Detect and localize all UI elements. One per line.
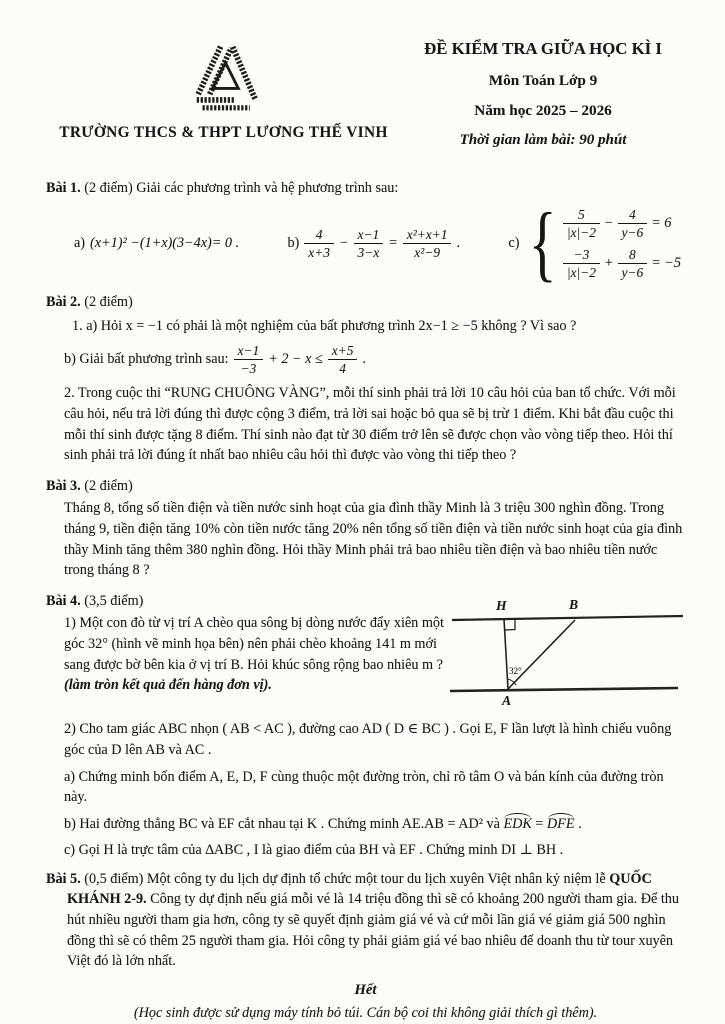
operator: −: [603, 215, 614, 232]
fraction: [234, 343, 264, 377]
fraction-denominator: 3−x: [357, 245, 380, 261]
fraction-numerator: 5: [563, 207, 600, 224]
bai4-part2a: a) Chứng minh bốn điểm A, E, D, F cùng thuộc một đường tròn, chỉ rõ tâm O và bán kính của đường tròn này.: [64, 768, 664, 806]
operator: +: [603, 255, 614, 272]
fraction: [618, 207, 648, 241]
equation-a-label: a): [74, 235, 86, 252]
right-hand-side: = −5: [651, 255, 681, 272]
bai4-points: (3,5 điểm): [84, 592, 144, 609]
bai1-equations: [46, 195, 685, 290]
section-bai1: [46, 178, 685, 290]
system-rows: [563, 207, 681, 281]
bai4-label: Bài 4.: [46, 592, 81, 609]
fraction: [304, 227, 334, 261]
bai1-label: Bài 1.: [46, 180, 81, 197]
fraction-numerator: −3: [563, 247, 600, 264]
fraction: [563, 247, 600, 281]
fraction-denominator: x²−9: [414, 245, 440, 261]
equals-sign: =: [388, 235, 398, 252]
period: .: [574, 815, 582, 832]
bai1-intro: Giải các phương trình và hệ phương trình sau:: [136, 180, 399, 197]
angle-hat-EDK: EDK: [503, 815, 532, 832]
bai3-text: Tháng 8, tổng số tiền điện và tiền nước sinh hoạt của gia đình thầy Minh là 3 triệu 300 nghìn đồng. Trong tháng 9, tiền điện tăng 10% còn tiền nước tăng 20% nên tổng số tiền điện và tiền nước sinh hoạt của gia đình thầy Minh tăng thêm 380 nghìn đồng. Hỏi thầy Minh phải trả bao nhiêu tiền điện và bao nhiêu tiền nước trong tháng 8 ?: [64, 500, 683, 579]
fraction-numerator: x+5: [328, 343, 358, 360]
bai1-points: (2 điểm): [84, 180, 133, 197]
bai4-part1: [46, 613, 450, 695]
page-header: [46, 34, 685, 152]
section-bai2: [46, 292, 685, 465]
equation-a: [74, 233, 239, 254]
bai5-text: [46, 869, 685, 972]
header-left: [46, 34, 401, 152]
school-logo-triangle-icon: [181, 36, 267, 118]
equals-sign: =: [531, 815, 547, 832]
section-bai4-part2: [46, 719, 685, 861]
section-bai3: [46, 476, 685, 581]
equation-b: [287, 227, 460, 261]
fraction-denominator: y−6: [621, 264, 644, 280]
bai2-item1: 1. a) Hỏi x = −1 có phải là một nghiệm của bất phương trình 2x−1 ≥ −5 không ? Vì sao ?: [72, 317, 577, 334]
equation-a-expression: (x+1)² −(1+x)(3−4x)= 0 .: [90, 235, 240, 252]
fraction: [354, 227, 384, 261]
bai3-points: (2 điểm): [84, 477, 133, 494]
fraction-denominator: y−6: [621, 225, 644, 241]
exam-subject: Môn Toán Lớp 9: [488, 72, 598, 90]
bai5-label: Bài 5.: [46, 870, 81, 887]
bai2-item2: 2. Trong cuộc thi “RUNG CHUÔNG VÀNG”, mỗi thí sinh phải trả lời 10 câu hỏi của ban tổ chức. Với mỗi câu hỏi, nếu trả lời đúng thì được cộng 3 điểm, trả lời sai hoặc bỏ qua sẽ bị trừ 1 điểm. Khi bắt đầu cuộc thi mỗi thí sinh được tặng 8 điểm. Thí sinh nào đạt từ 30 điểm trở lên sẽ được chọn vào vòng tiếp theo. Hỏi thí sinh phải trả lời đúng ít nhất bao nhiêu câu hỏi thì được vào vòng thi tiếp theo ?: [64, 385, 676, 464]
bai4-part2b: [46, 814, 685, 835]
exam-duration: Thời gian làm bài: 90 phút: [459, 132, 627, 149]
bai2-item-b-prefix: b) Giải bất phương trình sau:: [64, 351, 229, 368]
bai2-item-b: [46, 343, 685, 377]
right-hand-side: = 6: [651, 215, 672, 232]
end-marker: Hết: [354, 981, 377, 998]
equation-b-label: b): [287, 235, 300, 252]
bai5-bold-phrase: QUỐC KHÁNH 2-9.: [67, 870, 652, 908]
equation-c-system: [508, 195, 681, 290]
fraction-denominator: 4: [339, 360, 346, 376]
fraction-numerator: 8: [618, 247, 648, 264]
exam-title: ĐỀ KIỂM TRA GIỮA HỌC KÌ I: [424, 39, 662, 58]
inequality-middle: + 2 − x ≤: [268, 351, 323, 368]
fraction-numerator: 4: [618, 207, 648, 224]
system-row-1: [563, 207, 681, 241]
fraction: [618, 247, 648, 281]
fraction: [328, 343, 358, 377]
bai4-part2: 2) Cho tam giác ABC nhọn ( AB < AC ), đường cao AD ( D ∈ BC ) . Gọi E, F lần lượt là hình chiếu vuông góc của D lên AB và AC .: [64, 721, 672, 758]
bai5-text-1: Một công ty du lịch dự định tổ chức một tour du lịch xuyên Việt nhân kỷ niệm lễ: [146, 870, 610, 887]
fraction: [563, 207, 600, 241]
exam-year: Năm học 2025 – 2026: [474, 102, 612, 120]
fraction-numerator: x²+x+1: [403, 227, 452, 244]
bai4-part2c: c) Gọi H là trực tâm của ∆ABC , I là giao điểm của BH và EF . Chứng minh DI ⊥ BH .: [64, 842, 564, 859]
fraction-denominator: −3: [240, 360, 257, 376]
fraction-numerator: 4: [304, 227, 334, 244]
system-brace: {: [529, 195, 558, 290]
footer-note: (Học sinh được sử dụng máy tính bỏ túi. Cán bộ coi thi không giải thích gì thêm).: [133, 1005, 598, 1021]
fraction: [403, 227, 452, 261]
bai4-figure: [450, 591, 685, 718]
section-bai5: [46, 869, 685, 972]
figure-label-B: B: [569, 596, 579, 612]
fraction-denominator: |x|−2: [566, 225, 596, 241]
section-bai4: [46, 591, 685, 718]
bai4-part2b-text: b) Hai đường thẳng BC và EF cắt nhau tại K . Chứng minh AE.AB = AD² và: [64, 815, 504, 832]
fraction-denominator: |x|−2: [566, 264, 596, 280]
fraction-numerator: x−1: [354, 227, 384, 244]
figure-angle-label: 32°: [509, 665, 522, 676]
period: .: [456, 235, 461, 252]
angle-hat-DFE: DFE: [546, 815, 575, 832]
figure-label-H: H: [496, 597, 507, 613]
bai3-label: Bài 3.: [46, 477, 81, 494]
system-row-2: [563, 247, 681, 281]
figure-label-A: A: [502, 692, 512, 708]
period: .: [362, 351, 366, 368]
bai4-part1-text: 1) Một con đò từ vị trí A chèo qua sông bị dòng nước đẩy xiên một góc 32° (hình vẽ minh họa bên) nên phải chèo khoảng 141 m mới sang được bờ bên kia ở vị trí B. Hỏi khúc sông rộng bao nhiêu m ?: [64, 615, 444, 673]
fraction-denominator: x+3: [308, 245, 330, 261]
equation-c-label: c): [508, 235, 520, 252]
bai5-points: (0,5 điểm): [84, 870, 144, 887]
bai2-label: Bài 2.: [46, 294, 81, 311]
fraction-numerator: x−1: [234, 343, 264, 360]
bai4-part1-note: (làm tròn kết quả đến hàng đơn vị).: [64, 677, 272, 694]
header-right: [401, 34, 685, 152]
bai5-text-2: Công ty dự định nếu giá mỗi vé là 14 triệu đồng thì sẽ có khoảng 200 người tham gia. Để thu hút nhiều người tham gia hơn, công ty sẽ quyết định giảm giá vé và cứ mỗi lần giá vé giảm giá 500 nghìn đồng thì sẽ có thêm 25 người tham gia. Hỏi công ty phải giảm giá vé bao nhiêu để doanh thu từ tour xuyên Việt đó là lớn nhất.: [67, 891, 679, 970]
school-name: TRƯỜNG THCS & THPT LƯƠNG THẾ VINH: [59, 124, 388, 141]
river-crossing-figure: [450, 593, 685, 711]
bai2-points: (2 điểm): [84, 294, 133, 311]
operator: −: [338, 235, 349, 252]
bai4-left-column: [46, 591, 450, 718]
